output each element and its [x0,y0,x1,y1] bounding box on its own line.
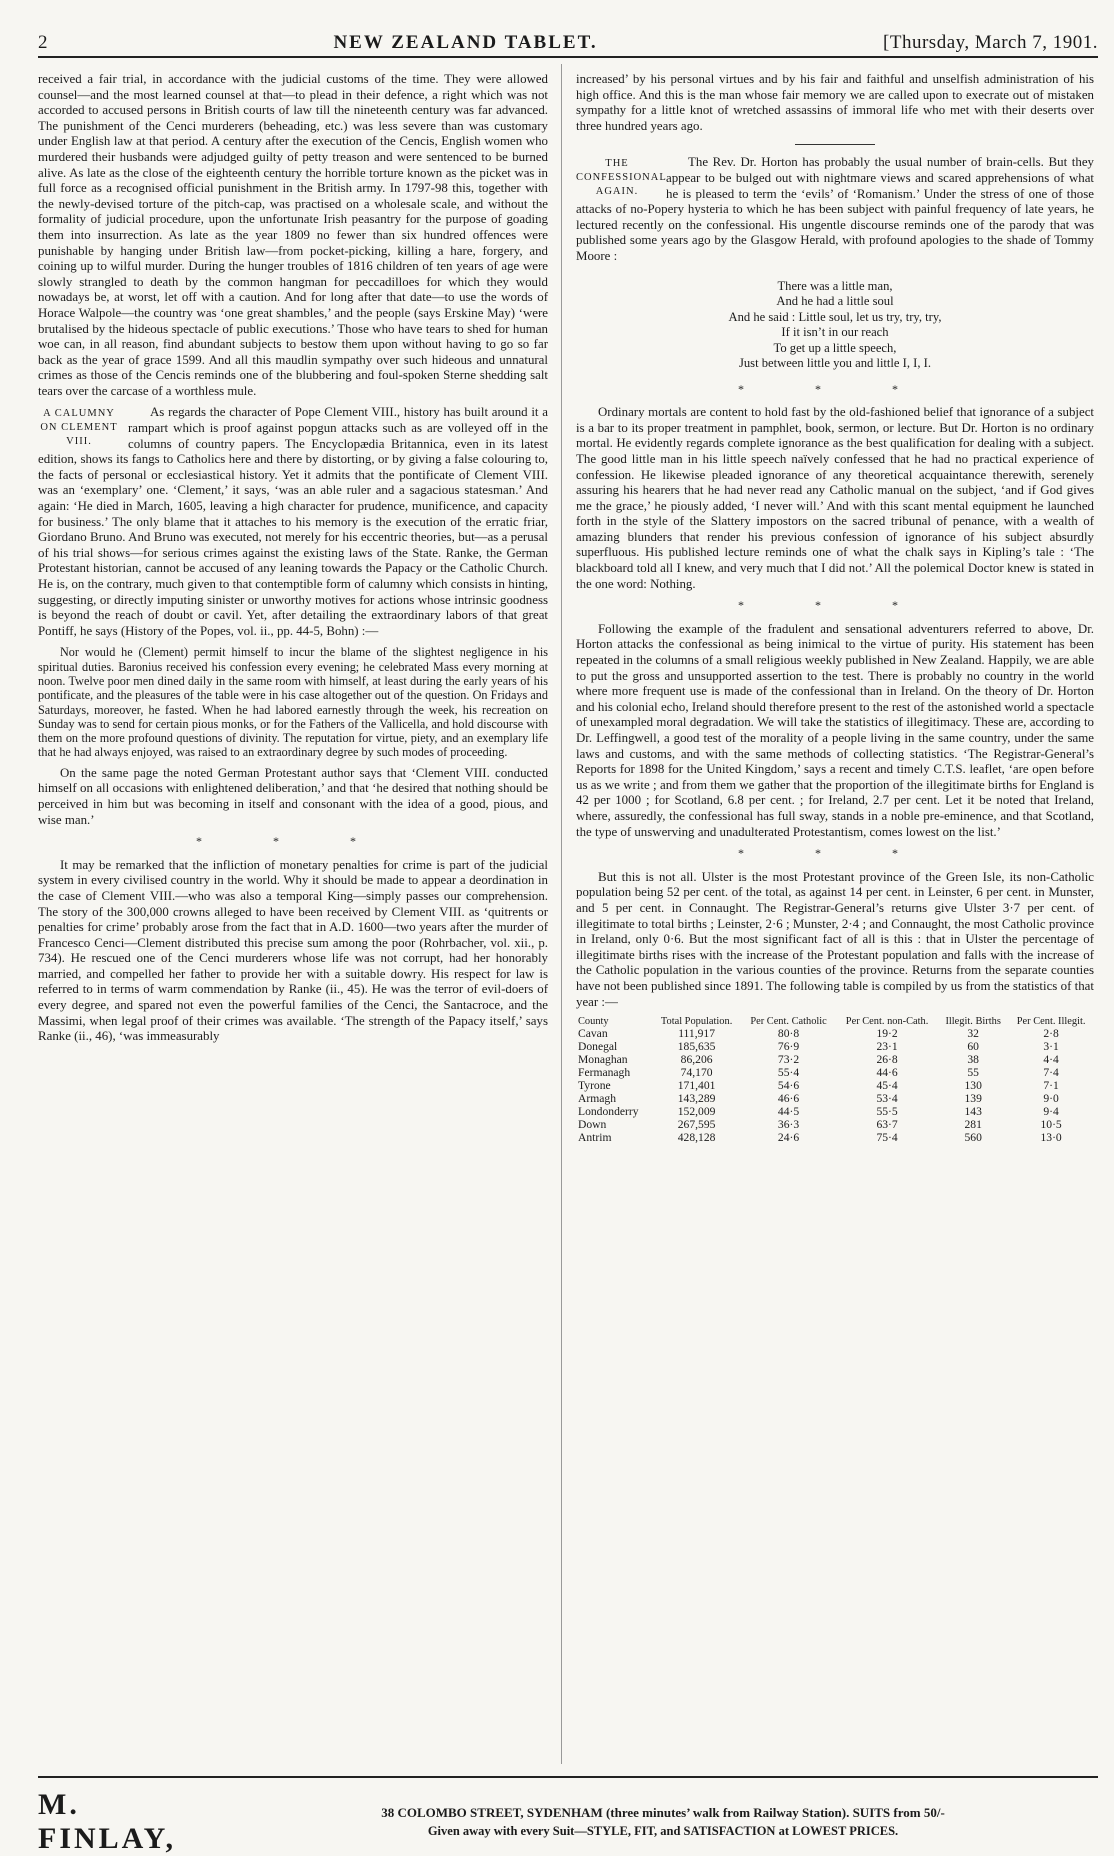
right-paragraph-5: But this is not all. Ulster is the most Protestant province of the Green Isle, its non-Catholic population being 52 per cent. of the total, as against 14 per cent. in Leinster, 6 per cent. in Munster, and 5 per cent. in Connaught. The Registrar-General’s returns give Ulster 3·7 per cent. of illegitimate to total births ; Leinster, 2·6 ; Munster, 2·4 ; and Connaught, the most Catholic province in Ireland, only 0·6. But the most significant fact of all is this : that in Ulster the percentage of illegitimate births rises with the increase of the Protestant population and falls with the increase of the Catholic population in the various counties of the province. Returns from the separate counties have not been published since 1891. The following table is compiled by us from the statistics of that year :— [576,869,1094,1009]
poem-line: And he said : Little soul, let us try, try, try, [728,309,942,324]
poem-line: And he had a little soul [776,294,894,309]
table-row [576,1066,1094,1079]
table-cell: 267,595 [677,1118,716,1132]
table-cell: 281 [964,1118,982,1132]
ad-line-2: Given away with every Suit—STYLE, FIT, and SATISFACTION at LOWEST PRICES. [427,1824,899,1838]
ad-line-1: 38 COLOMBO STREET, SYDENHAM (three minutes’ walk from Railway Station). SUITS from 50/- [381,1805,945,1820]
section-stars-1: * * * [196,834,390,849]
table-cell: 32 [967,1027,979,1041]
table-header: Illegit. Births [945,1016,1001,1028]
table-cell: 46·6 [777,1092,800,1106]
table-cell: 55·4 [777,1066,800,1080]
table-cell: 7·4 [1043,1066,1059,1080]
table-cell: 560 [964,1131,982,1145]
article-confessional [576,155,1094,270]
section-stars-2: * * * [738,381,932,396]
table-cell: 76·9 [777,1040,800,1054]
table-cell: 75·4 [876,1131,898,1145]
table-row [576,1092,1094,1105]
illegitimacy-table [576,1016,1094,1144]
section-separator [795,144,875,145]
table-cell: 54·6 [777,1079,800,1093]
table-cell: 2·8 [1043,1027,1059,1041]
advertisement-text [228,1804,1098,1840]
left-paragraph-3: On the same page the noted German Protestant author says that ‘Clement VIII. conducted himself on all occasions with enlightened deliberation,’ and that ‘he desired that nothing should be perceived in him but was becoming in itself and consonant with the idea of a good, pious, and wise man.’ [38,765,548,827]
table-cell: 143 [964,1105,982,1119]
table-row [576,1079,1094,1092]
county-cell: Monaghan [578,1053,628,1067]
article-clement [38,405,548,645]
table-row [576,1040,1094,1053]
table-cell: 111,917 [678,1027,716,1041]
table-row [576,1053,1094,1066]
side-heading-calumny: A CALUMNY ON CLEMENT VIII. [40,408,118,448]
ranke-quote: Nor would he (Clement) permit himself to incur the blame of the slightest negligence in his spiritual duties. Baronius received his confession every evening; he celebrated Mass every morning at noon. Twelve poor men dined daily in the same room with himself, at least during the early years of his pontificate, and the pleasures of the table were in his case altogether out of the question. On Fridays and Saturdays, moreover, he fasted. When he had labored earnestly through the week, his recreation on Sunday was to send for certain pious monks, or for the Fathers of the Vallicella, and hold discourse with them on the more profound questions of divinity. The reputation for virtue, piety, and an exemplary life that he had always enjoyed, was raised to an extraordinary degree by such modes of proceeding. [38,645,548,760]
table-cell: 3·1 [1043,1040,1059,1054]
table-cell: 80·8 [777,1027,800,1041]
table-cell: 9·4 [1043,1105,1059,1119]
left-column [38,72,548,1051]
table-cell: 9·0 [1043,1092,1059,1106]
side-heading-confessional: THE CONFESSIONAL AGAIN. [576,158,667,198]
table-cell: 36·3 [777,1118,800,1132]
table-cell: 152,009 [677,1105,716,1119]
table-cell: 44·5 [777,1105,800,1119]
table-cell: 428,128 [677,1131,716,1145]
page-number: 2 [38,32,48,53]
table-cell: 171,401 [677,1079,716,1093]
section-stars-3: * * * [738,598,932,613]
table-cell: 45·4 [876,1079,898,1093]
table-cell: 55 [967,1066,979,1080]
table-cell: 185,635 [677,1040,716,1054]
poem-line: To get up a little speech, [773,340,897,355]
table-header: County [578,1016,609,1028]
table-row [576,1027,1094,1040]
table-cell: 26·8 [876,1053,898,1067]
right-column [576,72,1094,1144]
county-cell: Fermanagh [578,1066,631,1080]
table-cell: 4·4 [1043,1053,1059,1067]
county-cell: Armagh [578,1092,616,1106]
right-paragraph-4: Following the example of the fradulent and sensational adventurers referred to above, Dr. Horton attacks the confessional as being inimical to the virtue of purity. His statement has been repeated in the columns of a small religious weekly published in New Zealand. Happily, we are able to put the gross and unsupported assertion to the test. There is probably no country in the world where more frequent use is made of the confessional than in Ireland. On the theory of Dr. Horton and his colonial echo, Ireland should therefore present to the rest of the astonished world a spectacle of unexampled moral degradation. We will take the statistics of illegitimacy. These are, according to Dr. Leffingwell, a good test of the morality of a people living in the same country, under the same laws and customs, and with the same methods of collecting statistics. ‘The Registrar-General’s Reports for 1898 for the United Kingdom,’ says a recent and timely C.T.S. leaflet, ‘are open before us as we write ; and from them we gather that the proportion of the illegitimate births for England is 42 per 1000 ; for Scotland, 6.8 per cent. ; for Ireland, 2.7 per cent. Let it be noted that Ireland, where, assuredly, the confessional has full sway, stands in a noble pre-eminence, and that Scotland, the type of unswerving and unadulterated Protestantism, comes lowest on the list.’ [576,621,1094,839]
left-paragraph-2: As regards the character of Pope Clement VIII., history has built around it a rampart which is proof against popgun attacks such as are volleyed off in the columns of country papers. The Encyclopædia Britannica, even in its latest edition, shows its fangs to Catholics here and there by distorting, or by giving a false colouring to, the facts of personal or ecclesiastical history. Yet it admits that the pontificate of Clement VIII. was an ‘exemplary’ one. ‘Clement,’ it says, ‘was an able ruler and a sagacious statesman.’ And again: ‘He died in March, 1605, leaving a high character for prudence, munificence, and capacity for business.’ The only blame that it attaches to his memory is the execution of the erratic friar, Giordano Bruno. And Bruno was executed, not merely for his eccentric theories, but—as a perusal of his trial shows—for serious crimes against the existing laws of the State. Ranke, the German Protestant historian, cannot be accused of any leaning towards the Papacy or the Catholic Church. He is, on the contrary, much given to that contemptible form of calumny which consists in hinting, suggesting, or directly imputing sinister or unworthy motives for actions whose intrinsic goodness is beyond the reach of doubt or cavil. Yet, after detailing the extraordinary labors of that great Pontiff, he says (History of the Popes, vol. ii., pp. 44-5, Bohn) :— [38,405,548,638]
table-row [576,1118,1094,1131]
table-cell: 60 [967,1040,979,1054]
table-cell: 130 [964,1079,982,1093]
poem-line: There was a little man, [777,278,893,293]
table-cell: 19·2 [876,1027,898,1041]
right-paragraph-3: Ordinary mortals are content to hold fast by the old-fashioned belief that ignorance of a subject is a bar to its proper treatment in pamphlet, book, sermon, or lecture. But Dr. Horton is no ordinary mortal. He evidently regards complete ignorance as the best qualification for dealing with a subject. The good little man in his little speech naïvely confessed that he had no practical experience of confession. He likewise pleaded ignorance of any theoretical acquaintance therewith, serenely assuring his hearers that he had never read any Catholic manual on the subject, ‘and if God gives me the grace,’ he piously added, ‘I never will.’ And with this scant mental equipment he launched forth in the style of the Slattery impostors on the sacred tribunal of penance, with a wealth of amazing blunders that render his previous confession of ignorance of his subject absurdly superfluous. His published lecture reminds one of what the chalk says in Kipling’s tale : ‘The blackboard told all I knew, and very much that I did not.’ All the polemical Doctor knew is stated in the one word: Nothing. [576,405,1094,591]
masthead-rule [38,56,1098,58]
issue-date: [Thursday, March 7, 1901. [883,32,1098,53]
county-cell: Down [578,1118,607,1132]
poem-line: If it isn’t in our reach [781,325,889,340]
table-cell: 86,206 [680,1053,713,1067]
table-cell: 139 [964,1092,982,1106]
table-cell: 74,170 [680,1066,713,1080]
table-cell: 7·1 [1043,1079,1059,1093]
county-cell: Antrim [578,1131,612,1145]
right-paragraph-1: increased’ by his personal virtues and by his fair and faithful and unselfish administration of his high office. And this is the man whose fair memory we are called upon to execrate out of mistaken sympathy for a little knot of wretched assassins of immoral life who met with their deserts over three hundred years ago. [576,72,1094,133]
table-cell: 44·6 [876,1066,898,1080]
county-cell: Donegal [578,1040,618,1054]
table-header: Per Cent. non-Cath. [845,1016,929,1028]
table-cell: 10·5 [1040,1118,1062,1132]
county-cell: Londonderry [578,1105,639,1119]
table-cell: 23·1 [876,1040,898,1054]
masthead [38,26,1098,54]
column-divider [561,64,562,1764]
county-cell: Cavan [578,1027,608,1041]
table-cell: 63·7 [876,1118,898,1132]
table-body [576,1027,1094,1144]
table-row [576,1105,1094,1118]
left-paragraph-1: received a fair trial, in accordance with the judicial customs of the time. They were allowed counsel—and the most learned counsel at that—to plead in their defence, a right which was not accorded to accused persons in British courts of law till the nineteenth century was far advanced. The punishment of the Cenci murderers (beheading, etc.) was less severe than was customary under English law at that period. A century after the execution of the Cencis, English women who murdered their husbands were adjudged guilty of petty treason and were sentenced to be burned alive. As late as the close of the eighteenth century the horrible torture known as the picket was in full force as a recognised official punishment in the British army. In 1797-98 this, together with the newly-devised torture of the pitch-cap, was practised on a wholesale scale, and without the formality of judicial procedure, upon the unfortunate Irish peasantry for the purpose of goading them into insurrection. As late as the year 1809 no fewer than six hundred offences were punishable by hanging under British law—from pocket-picking, killing a hare, forgery, and coining up to wilful murder. During the hunger troubles of 1816 children of ten years of age were slowly strangled to death by the common hangman for peccadilloes for which they would nowadays be, at worst, let off with a caution. And for long after that date—to use the words of Horace Walpole—the country was ‘one great shambles,’ and the people (says Erskine May) ‘were brutalised by the hideous spectacle of public executions.’ Those who have tears to shed for human woe can, in all reason, find abundant subjects to bestow them upon without having to go so far back as the year of grace 1599. And all this maudlin sympathy over such hideous and unnatural crimes as those of the Cencis reminds one of the blubbering and foul-spoken Sterne shedding salt tears over the carcase of a worthless mule. [38,72,548,398]
advertisement-footer [38,1776,1098,1856]
table-cell: 13·0 [1040,1131,1062,1145]
poem-line: Just between little you and little I, I, I. [738,356,931,371]
table-header: Per Cent. Catholic [750,1016,827,1028]
section-stars-4: * * * [738,846,932,861]
table-cell: 53·4 [876,1092,898,1106]
table-header: Total Population. [660,1016,733,1028]
table-row [576,1131,1094,1144]
table-cell: 73·2 [777,1053,800,1067]
county-cell: Tyrone [578,1079,611,1093]
table-cell: 143,289 [677,1092,716,1106]
table-cell: 38 [967,1053,979,1067]
publication-title: NEW ZEALAND TABLET. [333,32,598,53]
table-header: Per Cent. Illegit. [1016,1016,1086,1028]
right-paragraph-2: The Rev. Dr. Horton has probably the usual number of brain-cells. But they appear to be bulged out with nightmare views and scared apprehensions of what he is pleased to term the ‘evils’ of ‘Romanism.’ Under the stress of one of those attacks of no-Popery hysteria to which he has been subject with painful frequency of late years, he lectured recently on the confessional. His ungentle discourse reminds one of the parody that was published some years ago by the Glasgow Herald, with profound apologies to the shade of Tommy Moore : [576,155,1094,263]
left-paragraph-4: It may be remarked that the infliction of monetary penalties for crime is part of the judicial system in every civilised country in the world. Why it should be made to appear a deordination in the case of Clement VIII.—who was also a temporal King—simply passes our comprehension. The story of the 300,000 crowns alleged to have been received by Clement VIII. as ‘quitrents or penalties for crime’ probably arose from the fact that in A.D. 1600—two years after the murder of Francesco Cenci—Clement distributed this precise sum among the poor (Rohrbacher, vol. xii., p. 734). He rescued one of the Cenci murderers whose life was not corrupt, had her honorably married, and compelled her father to provide her with a suitable dowry. His respect for law is referred to in terms of warm commendation by Ranke (ii., 45). He was the terror of evil-doers of every degree, and spared not even the powerful families of the Cenci, the Santacroce, and the Massimi, when legal proof of their crimes was available. ‘The strength of the Papacy itself,’ says Ranke (ii., 46), ‘was immeasurably [38,857,548,1044]
parody-poem [576,279,1094,372]
table-header-row [576,1016,1094,1027]
table-cell: 55·5 [876,1105,898,1119]
table-cell: 24·6 [777,1131,800,1145]
advertiser-name: M. FINLAY, [38,1788,176,1855]
